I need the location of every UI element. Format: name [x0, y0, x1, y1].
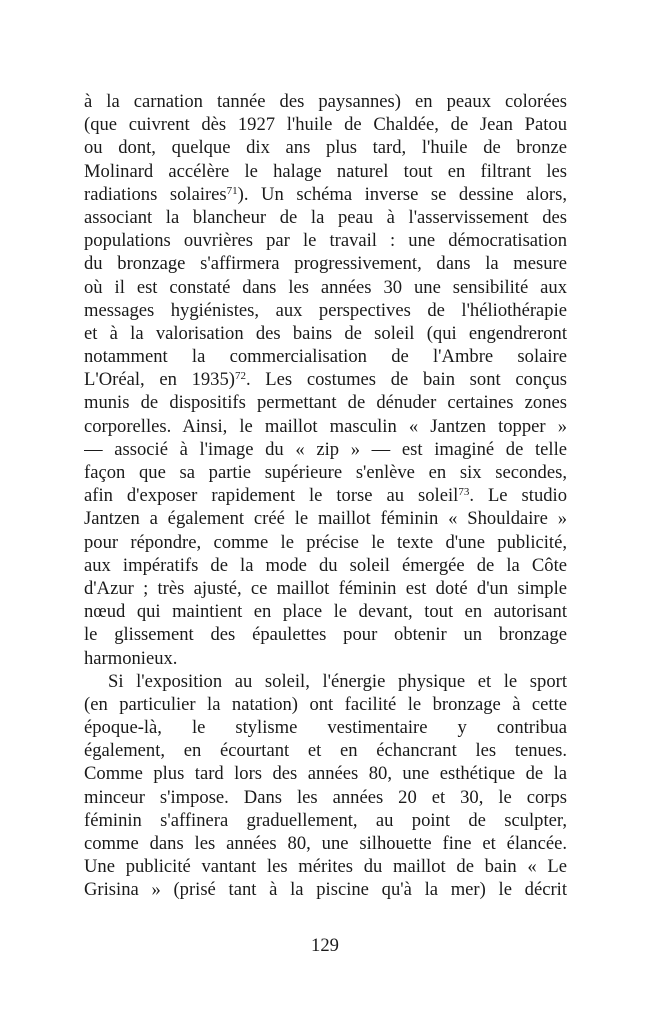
text-line — [84, 183, 567, 206]
text-line — [84, 507, 567, 530]
text-line-content: façon que sa partie supérieure s'enlève en six secondes, — [84, 462, 567, 483]
text-line — [84, 786, 567, 809]
footnote-reference: 71 — [226, 184, 238, 197]
text-line-content: minceur s'impose. Dans les années 20 et 30, le corps — [84, 786, 567, 808]
text-line — [84, 577, 567, 600]
text-line-content: le glissement des épaulettes pour obtenir un bronzage — [84, 624, 567, 646]
footnote-reference: 73 — [458, 486, 470, 499]
text-line-content: Grisina » (prisé tant à la piscine qu'à la mer) le décrit — [84, 879, 567, 901]
text-line — [84, 484, 567, 507]
text-line — [84, 229, 567, 252]
text-line-content: comme dans les années 80, une silhouette fine et élancée. — [84, 833, 567, 854]
text-line-content: — associé à l'image du « zip » — est imaginé de telle — [84, 438, 567, 460]
text-line-content: munis de dispositifs permettant de dénuder certaines zones — [84, 392, 567, 414]
text-line-content: Jantzen a également créé le maillot féminin « Shouldaire » — [84, 508, 567, 530]
text-line — [84, 345, 567, 368]
text-line-content: nœud qui maintient en place le devant, tout en autorisant — [84, 601, 567, 623]
text-line — [84, 299, 567, 322]
text-line — [84, 113, 567, 136]
text-line — [84, 531, 567, 554]
text-line-content: (en particulier la natation) ont facilité le bronzage à cette — [84, 693, 567, 715]
text-line — [84, 855, 567, 878]
text-line-content: corporelles. Ainsi, le maillot masculin « Jantzen topper » — [84, 415, 567, 437]
text-line-content: à la carnation tannée des paysannes) en peaux colorées — [84, 91, 567, 112]
text-line-content: (que cuivrent dès 1927 l'huile de Chaldée, de Jean Patou — [84, 114, 567, 136]
text-line — [84, 252, 567, 275]
text-line-content: L'Oréal, en 1935) — [84, 369, 235, 391]
text-line-content: où il est constaté dans les années 30 une sensibilité aux — [84, 276, 567, 298]
text-line — [84, 368, 567, 391]
text-line-content: messages hygiénistes, aux perspectives de l'héliothérapie — [84, 299, 567, 321]
text-line — [84, 739, 567, 762]
text-line-content: également, en écourtant et en échancrant les tenues. — [84, 740, 567, 762]
text-line — [84, 391, 567, 414]
text-line — [84, 136, 567, 159]
text-line — [84, 809, 567, 832]
text-line — [84, 322, 567, 345]
text-line-content: afin d'exposer rapidement le torse au soleil — [84, 485, 459, 507]
text-line — [84, 878, 567, 901]
text-line — [84, 160, 567, 183]
text-line-content: associant la blancheur de la peau à l'asservissement des — [84, 206, 567, 228]
footnote-reference: 72 — [234, 370, 246, 383]
text-line-content: ou dont, quelque dix ans plus tard, l'huile de bronze — [84, 137, 567, 159]
page-number: 129 — [311, 935, 339, 956]
text-line-content: Une publicité vantant les mérites du maillot de bain « Le — [84, 856, 567, 878]
text-line-content: Si l'exposition au soleil, l'énergie physique et le sport — [108, 670, 567, 692]
text-line — [84, 762, 567, 785]
text-line — [84, 716, 567, 739]
text-line — [84, 693, 567, 716]
text-line-content: du bronzage s'affirmera progressivement, dans la mesure — [84, 253, 567, 275]
text-line-content: Molinard accélère le halage naturel tout en filtrant les — [84, 160, 567, 182]
text-line-content: aux impératifs de la mode du soleil émergée de la Côte — [84, 554, 567, 576]
text-line-continuation: . Les costumes de bain sont conçus — [245, 369, 567, 391]
text-line — [84, 90, 567, 113]
text-line — [84, 461, 567, 484]
text-line — [84, 623, 567, 646]
text-line — [84, 600, 567, 623]
text-line — [84, 647, 567, 670]
text-line — [84, 438, 567, 461]
text-line-content: Comme plus tard lors des années 80, une esthétique de la — [84, 763, 567, 785]
text-line-continuation: . Le studio — [469, 485, 567, 507]
text-line — [84, 832, 567, 855]
text-line — [84, 670, 567, 693]
text-line-content: et à la valorisation des bains de soleil (qui engendreront — [84, 322, 567, 344]
text-line — [84, 554, 567, 577]
text-line-continuation: ). Un schéma inverse se dessine alors, — [237, 183, 567, 205]
text-line-content: notamment la commercialisation de l'Ambre solaire — [84, 346, 567, 368]
text-line-content: époque-là, le stylisme vestimentaire y contribua — [84, 717, 567, 739]
text-line-content: féminin s'affinera graduellement, au point de sculpter, — [84, 809, 567, 831]
text-line-content: populations ouvrières par le travail : une démocratisation — [84, 230, 567, 252]
text-line-content: d'Azur ; très ajusté, ce maillot féminin est doté d'un simple — [84, 577, 567, 599]
text-line — [84, 206, 567, 229]
text-line — [84, 276, 567, 299]
body-text — [84, 90, 567, 902]
text-line-content: radiations solaires — [84, 183, 227, 205]
text-line — [84, 415, 567, 438]
text-line-content: harmonieux. — [84, 647, 178, 669]
text-line-content: pour répondre, comme le précise le texte d'une publicité, — [84, 531, 567, 553]
